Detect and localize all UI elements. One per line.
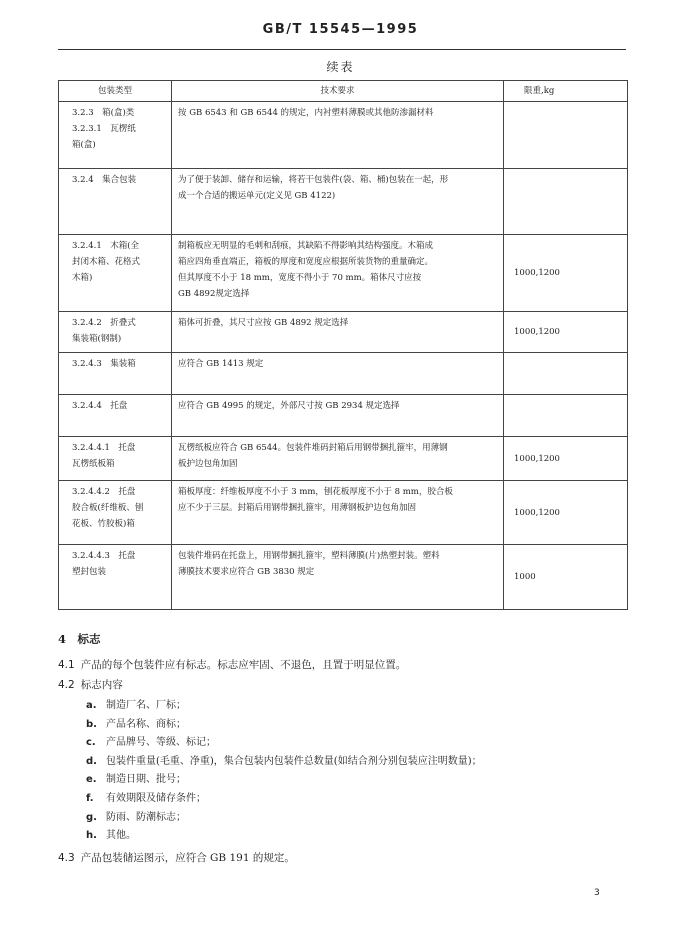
- table-row: [59, 353, 628, 395]
- packaging-type-cell: 3.2.4.4.3 托盘 塑封包装: [59, 545, 172, 610]
- packaging-spec-table: [58, 80, 628, 610]
- item-letter: e.: [86, 774, 97, 786]
- packaging-type-cell: 3.2.4.4.1 托盘 瓦楞纸板箱: [59, 437, 172, 481]
- table-header-row: [59, 81, 628, 102]
- list-item: [86, 697, 482, 716]
- clause-text: 产品包装储运图示，应符合 GB 191 的规定。: [80, 852, 295, 864]
- requirement-cell: 箱体可折叠，其尺寸应按 GB 4892 规定选择: [172, 312, 504, 353]
- item-letter: b.: [86, 718, 97, 730]
- item-text: 防雨、防潮标志；: [106, 811, 186, 823]
- column-header-requirement: 技术要求: [172, 81, 504, 102]
- column-header-type: 包装类型: [59, 81, 172, 102]
- table-row: [59, 235, 628, 312]
- table-row: [59, 102, 628, 169]
- clause-4-2: [58, 677, 123, 693]
- limit-cell: [504, 102, 628, 169]
- clause-number: 4.1: [58, 659, 75, 671]
- clause-4-1: [58, 657, 406, 673]
- table-row: [59, 395, 628, 437]
- packaging-type-cell: 3.2.3 箱(盒)类 3.2.3.1 瓦楞纸 箱(盒): [59, 102, 172, 169]
- packaging-type-cell: 3.2.4.1 木箱(全 封闭木箱、花格式 木箱): [59, 235, 172, 312]
- requirement-cell: 包装件堆码在托盘上，用钢带捆扎箍牢，塑料薄膜(片)热塑封装。塑料 薄膜技术要求应符合 GB 3830 规定: [172, 545, 504, 610]
- clause-number: 4.3: [58, 852, 75, 864]
- list-item: [86, 809, 482, 828]
- column-header-limit: 限重,kg: [504, 81, 628, 102]
- requirement-cell: 应符合 GB 4995 的规定，外部尺寸按 GB 2934 规定选择: [172, 395, 504, 437]
- list-item: [86, 734, 482, 753]
- clause-number: 4.2: [58, 679, 75, 691]
- packaging-type-cell: 3.2.4.2 折叠式 集装箱(钢制): [59, 312, 172, 353]
- table-row: [59, 312, 628, 353]
- clause-text: 产品的每个包装件应有标志。标志应牢固、不退色，且置于明显位置。: [80, 659, 407, 671]
- list-item: [86, 790, 482, 809]
- item-text: 其他。: [106, 830, 136, 842]
- header-divider: [58, 49, 626, 50]
- list-item: [86, 753, 482, 772]
- requirement-cell: 瓦楞纸板应符合 GB 6544。包装件堆码封箱后用钢带捆扎箍牢，用薄钢 板护边包角加固: [172, 437, 504, 481]
- limit-cell: 1000,1200: [504, 235, 628, 312]
- packaging-type-cell: 3.2.4.4.2 托盘 胶合板(纤维板、刨 花板、竹胶板)箱: [59, 481, 172, 545]
- requirement-cell: 箱板厚度：纤维板厚度不小于 3 mm，刨花板厚度不小于 8 mm，胶合板 应不少于三层。封箱后用钢带捆扎箍牢，用薄钢板护边包角加固: [172, 481, 504, 545]
- item-text: 有效期限及储存条件；: [106, 792, 206, 804]
- packaging-type-cell: 3.2.4.3 集装箱: [59, 353, 172, 395]
- limit-cell: [504, 169, 628, 235]
- table-row: [59, 169, 628, 235]
- limit-cell: 1000,1200: [504, 437, 628, 481]
- requirement-cell: 为了便于装卸、储存和运输，将若干包装件(袋、箱、桶)包装在一起，形 成一个合适的搬运单元(定义见 GB 4122): [172, 169, 504, 235]
- item-letter: g.: [86, 811, 97, 823]
- requirement-cell: 应符合 GB 1413 规定: [172, 353, 504, 395]
- item-text: 产品牌号、等级、标记；: [106, 737, 216, 749]
- table-row: [59, 545, 628, 610]
- standard-code-header: GB/T 15545—1995: [262, 22, 419, 37]
- requirement-cell: 制箱板应无明显的毛刺和刮痕，其缺陷不得影响其结构强度。木箱成 箱应四角垂直端正，箱板的厚度和宽度应根据所装货物的重量确定。 但其厚度不小于 18 mm，宽度不得小于 70 mm。箱体尺寸应按 GB 4892规定选择: [172, 235, 504, 312]
- limit-cell: 1000,1200: [504, 481, 628, 545]
- item-text: 制造厂名、厂标；: [106, 700, 186, 711]
- table-row: [59, 481, 628, 545]
- packaging-type-cell: 3.2.4.4 托盘: [59, 395, 172, 437]
- item-text: 制造日期、批号；: [106, 774, 186, 786]
- requirement-cell: 按 GB 6543 和 GB 6544 的规定，内衬塑料薄膜或其他防渗漏材料: [172, 102, 504, 169]
- list-item: [86, 827, 482, 846]
- limit-cell: [504, 395, 628, 437]
- item-letter: c.: [86, 737, 96, 749]
- item-letter: f.: [86, 792, 94, 804]
- limit-cell: [504, 353, 628, 395]
- table-caption: 续表: [326, 60, 355, 74]
- limit-cell: 1000: [504, 545, 628, 610]
- table-row: [59, 437, 628, 481]
- item-text: 产品名称、商标；: [106, 718, 186, 730]
- item-letter: d.: [86, 755, 97, 767]
- page-number: 3: [594, 888, 600, 898]
- list-item: [86, 716, 482, 735]
- list-item: [86, 771, 482, 790]
- limit-cell: 1000,1200: [504, 312, 628, 353]
- clause-4-3: [58, 850, 295, 866]
- marking-content-list: [86, 697, 482, 846]
- packaging-type-cell: 3.2.4 集合包装: [59, 169, 172, 235]
- item-letter: h.: [86, 830, 97, 842]
- clause-text: 标志内容: [80, 679, 123, 691]
- item-letter: a.: [86, 700, 97, 711]
- section-4-title: 4 标志: [58, 632, 101, 646]
- item-text: 包装件重量(毛重、净重)，集合包装内包装件总数量(如结合剂分别包装应注明数量)；: [106, 755, 482, 767]
